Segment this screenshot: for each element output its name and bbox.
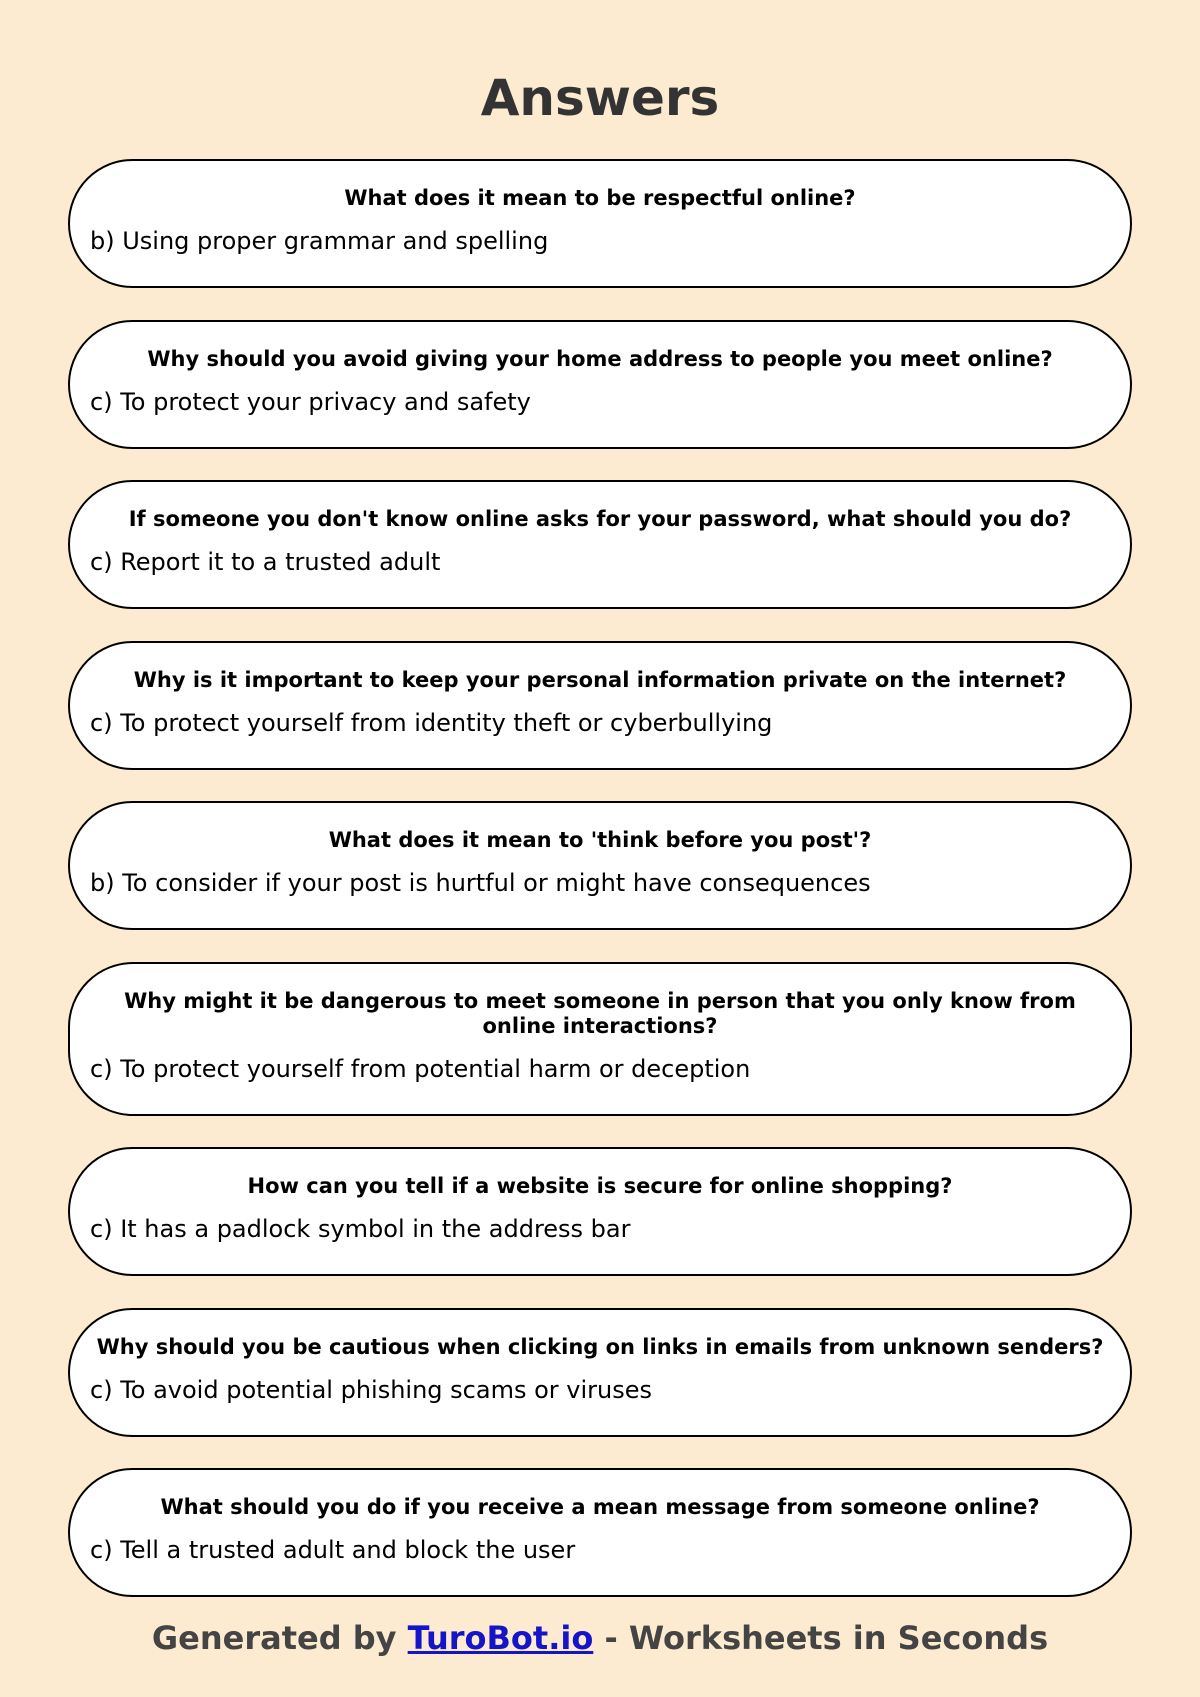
- answer-card: [68, 801, 1132, 930]
- answer-text: b) Using proper grammar and spelling: [90, 227, 549, 255]
- question-text: How can you tell if a website is secure for online shopping?: [247, 1174, 953, 1198]
- footer: [0, 1616, 1200, 1660]
- answer-text: c) Tell a trusted adult and block the user: [90, 1536, 576, 1564]
- question-text: If someone you don't know online asks for your password, what should you do?: [128, 507, 1072, 531]
- answer-card: [68, 641, 1132, 770]
- answer-card: [68, 159, 1132, 288]
- turobot-link[interactable]: TuroBot.io: [407, 1619, 594, 1657]
- question-text: What does it mean to be respectful online?: [344, 186, 856, 210]
- answer-card: [68, 1468, 1132, 1597]
- question-text: Why should you avoid giving your home address to people you meet online?: [147, 346, 1053, 371]
- answers-list: [68, 159, 1132, 1629]
- question-text: What does it mean to 'think before you post'?: [328, 828, 872, 852]
- answer-card: [68, 962, 1132, 1116]
- answer-text: b) To consider if your post is hurtful or might have consequences: [90, 869, 871, 897]
- answer-text: c) It has a padlock symbol in the address bar: [90, 1215, 631, 1243]
- answer-text: c) To protect yourself from identity theft or cyberbullying: [90, 708, 773, 737]
- question-text: Why should you be cautious when clicking on links in emails from unknown senders?: [96, 1334, 1104, 1359]
- question-text: What should you do if you receive a mean message from someone online?: [160, 1495, 1040, 1519]
- answer-text: c) To protect yourself from potential harm or deception: [90, 1054, 751, 1083]
- page-title: Answers: [480, 69, 720, 127]
- answer-card: [68, 1308, 1132, 1437]
- answer-card: [68, 480, 1132, 609]
- answer-card: [68, 320, 1132, 449]
- answer-text: c) To protect your privacy and safety: [90, 387, 531, 416]
- footer-suffix: - Worksheets in Seconds: [593, 1619, 1049, 1657]
- footer-prefix: Generated by: [151, 1619, 408, 1657]
- answer-card: [68, 1147, 1132, 1276]
- answer-text: c) Report it to a trusted adult: [90, 548, 441, 576]
- question-text: Why might it be dangerous to meet someone in person that you only know from online interactions?: [124, 988, 1076, 1038]
- answer-text: c) To avoid potential phishing scams or viruses: [90, 1375, 652, 1404]
- question-text: Why is it important to keep your personal information private on the internet?: [133, 667, 1067, 692]
